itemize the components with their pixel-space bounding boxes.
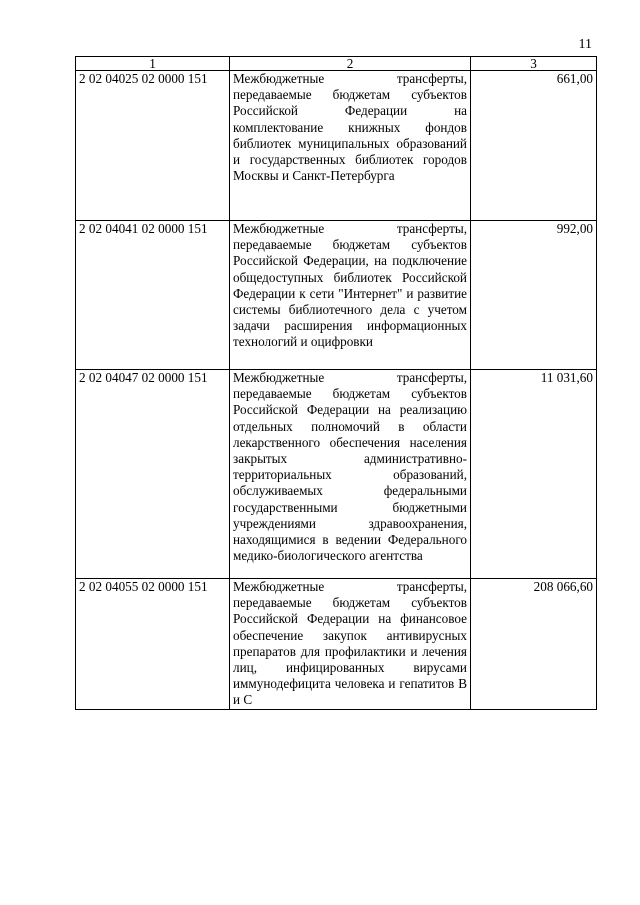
table-row	[76, 579, 597, 710]
transfer-amount: 11 031,60	[471, 370, 597, 579]
transfer-amount: 661,00	[471, 71, 597, 221]
table-row	[76, 370, 597, 579]
budget-code: 2 02 04025 02 0000 151	[76, 71, 230, 221]
budget-table	[75, 56, 597, 710]
column-header-1: 1	[76, 57, 230, 71]
column-header-2: 2	[230, 57, 471, 71]
transfer-amount: 208 066,60	[471, 579, 597, 710]
budget-code: 2 02 04041 02 0000 151	[76, 221, 230, 370]
column-header-3: 3	[471, 57, 597, 71]
transfer-description: Межбюджетные трансферты, передаваемые бюджетам субъектов Российской Федерации на комплектование книжных фондов библиотек муниципальных образований и государственных библиотек городов Москвы и Санкт-Петербурга	[230, 71, 471, 221]
budget-code: 2 02 04055 02 0000 151	[76, 579, 230, 710]
budget-code: 2 02 04047 02 0000 151	[76, 370, 230, 579]
page-number: 11	[578, 37, 592, 52]
transfer-description: Межбюджетные трансферты, передаваемые бюджетам субъектов Российской Федерации на реализацию отдельных полномочий в области лекарственного обеспечения населения закрытых административно-территориальных образований, обслуживаемых федеральными государственными бюджетными учреждениями здравоохранения, находящимися в ведении Федерального медико-биологического агентства	[230, 370, 471, 579]
transfer-amount: 992,00	[471, 221, 597, 370]
table-header-row	[76, 57, 597, 71]
table-row	[76, 221, 597, 370]
transfer-description: Межбюджетные трансферты, передаваемые бюджетам субъектов Российской Федерации, на подключение общедоступных библиотек Российской Федерации к сети "Интернет" и развитие системы библиотечного дела с учетом задачи расширения информационных технологий и оцифровки	[230, 221, 471, 370]
transfer-description: Межбюджетные трансферты, передаваемые бюджетам субъектов Российской Федерации на финансовое обеспечение закупок антивирусных препаратов для профилактики и лечения лиц, инфицированных вирусами иммунодефицита человека и гепатитов В и С	[230, 579, 471, 710]
table-row	[76, 71, 597, 221]
